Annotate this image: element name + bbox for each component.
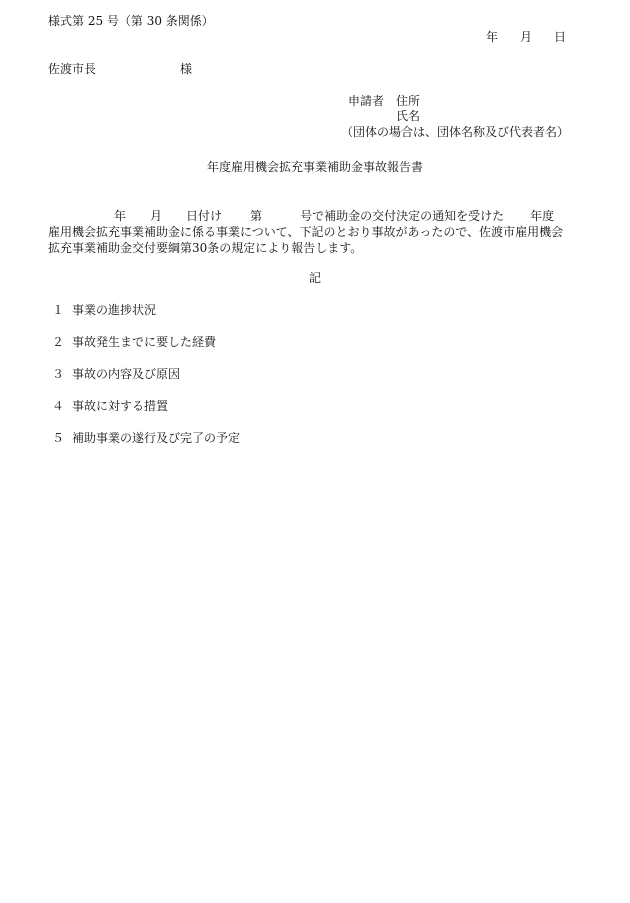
- item-text: 事故発生までに要した経費: [72, 335, 217, 349]
- date-month-label: 月: [519, 30, 532, 44]
- body-rest: 号で補助金の交付決定の通知を受けた: [300, 209, 505, 223]
- body-month: 月: [150, 209, 163, 223]
- item-text: 事業の進捗状況: [72, 303, 157, 317]
- item-number: ２: [52, 335, 65, 349]
- org-note: （団体の場合は、団体名称及び代表者名）: [341, 125, 570, 139]
- body-dated: 日付け: [186, 209, 223, 223]
- item-number: ３: [52, 367, 65, 381]
- list-item: [52, 400, 168, 412]
- address-label: 住所: [396, 94, 421, 108]
- addressee: [48, 63, 192, 75]
- item-text: 事故に対する措置: [72, 399, 169, 413]
- date-year-label: 年: [485, 30, 498, 44]
- list-item: [52, 304, 156, 316]
- list-item: [52, 432, 240, 444]
- date-day-label: 日: [553, 30, 566, 44]
- list-item: [52, 368, 180, 380]
- date-line: [486, 31, 566, 43]
- body-fiscal: 年度: [530, 209, 555, 223]
- addressee-name: 佐渡市長: [48, 62, 97, 76]
- body-line-1: [48, 208, 568, 224]
- form-number: 様式第 25 号（第 30 条関係）: [48, 14, 214, 28]
- body-line-3: 拡充事業補助金交付要綱第30条の規定により報告します。: [48, 241, 363, 255]
- ki-heading: 記: [308, 271, 321, 285]
- item-text: 事故の内容及び原因: [72, 367, 181, 381]
- list-item: [52, 336, 216, 348]
- document-title: 年度雇用機会拡充事業補助金事故報告書: [206, 160, 423, 174]
- name-label: 氏名: [396, 109, 421, 123]
- applicant-label: 申請者: [348, 94, 385, 108]
- body-text: [48, 208, 568, 256]
- item-number: １: [52, 303, 65, 317]
- item-text: 補助事業の遂行及び完了の予定: [72, 431, 241, 445]
- item-number: ５: [52, 431, 65, 445]
- addressee-honorific: 様: [180, 62, 193, 76]
- body-line-2: 雇用機会拡充事業補助金に係る事業について、下記のとおり事故があったので、佐渡市雇用機会: [48, 225, 564, 239]
- item-number: ４: [52, 399, 65, 413]
- body-no: 第: [250, 209, 263, 223]
- body-year: 年: [114, 209, 127, 223]
